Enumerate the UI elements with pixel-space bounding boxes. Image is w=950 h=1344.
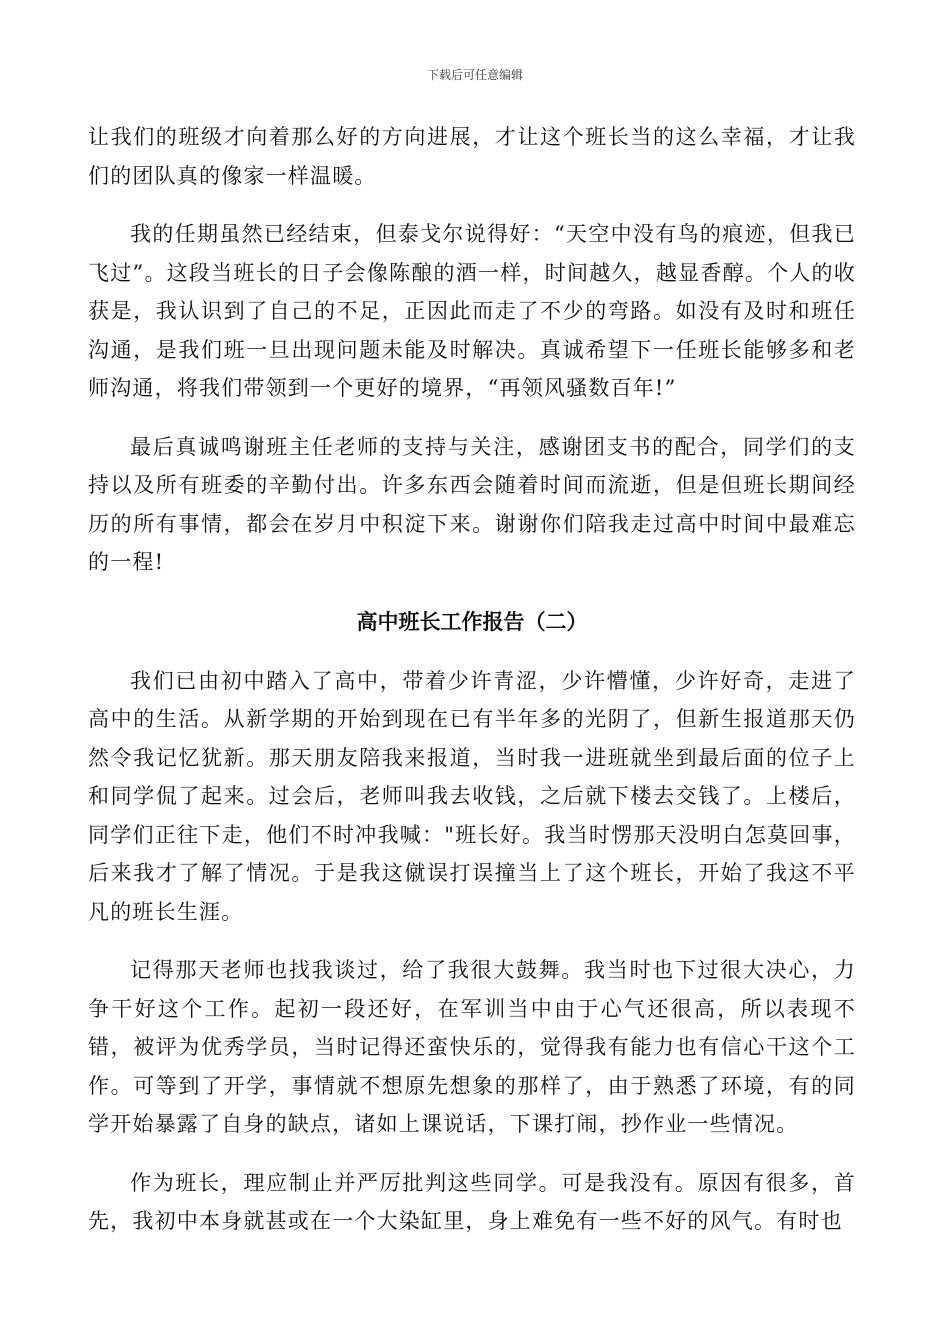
paragraph: 最后真诚鸣谢班主任老师的支持与关注，感谢团支书的配合，同学们的支持以及所有班委的辛勤付出。许多东西会随着时间而流逝，但是但班长期间经历的所有事情，都会在岁月中积淀下来。谢谢你们陪我走过高中时间中最难忘的一程!: [88, 434, 856, 574]
section-title: 高中班长工作报告（二）: [356, 609, 588, 634]
paragraph: 我的任期虽然已经结束，但泰戈尔说得好：“天空中没有鸟的痕迹，但我已飞过”。这段当班长的日子会像陈酿的酒一样，时间越久，越显香醇。个人的收获是，我认识到了自己的不足，正因此而走了不少的弯路。如没有及时和班任沟通，是我们班一旦出现问题未能及时解决。真诚希望下一任班长能够多和老师沟通，将我们带领到一个更好的境界，“再领风骚数百年!”: [88, 222, 856, 400]
paragraph: 我们已由初中踏入了高中，带着少许青涩，少许懵懂，少许好奇，走进了高中的生活。从新学期的开始到现在已有半年多的光阴了，但新生报道那天仍然令我记忆犹新。那天朋友陪我来报道，当时我一进班就坐到最后面的位子上和同学侃了起来。过会后，老师叫我去收钱，之后就下楼去交钱了。上楼后，同学们正往下走，他们不时冲我喊："班长好。我当时愣那天没明白怎莫回事，后来我才了解了情况。于是我这僦误打误撞当上了这个班长，开始了我这不平凡的班长生涯。: [88, 668, 856, 924]
paragraph: 记得那天老师也找我谈过，给了我很大鼓舞。我当时也下过很大决心，力争干好这个工作。起初一段还好，在军训当中由于心气还很高，所以表现不错，被评为优秀学员，当时记得还蛮快乐的，觉得我有能力也有信心干这个工作。可等到了开学，事情就不想原先想象的那样了，由于熟悉了环境，有的同学开始暴露了自身的缺点，诸如上课说话，下课打闹，抄作业一些情况。: [88, 958, 856, 1136]
header-note: 下载后可任意编辑: [426, 68, 523, 82]
document-body: [88, 118, 856, 1261]
paragraph: 作为班长，理应制止并严厉批判这些同学。可是我没有。原因有很多，首先，我初中本身就甚或在一个大染缸里，身上难免有一些不好的风气。有时也: [88, 1170, 856, 1233]
paragraph-continuation: 让我们的班级才向着那么好的方向进展，才让这个班长当的这么幸福，才让我们的团队真的像家一样温暖。: [88, 125, 856, 188]
